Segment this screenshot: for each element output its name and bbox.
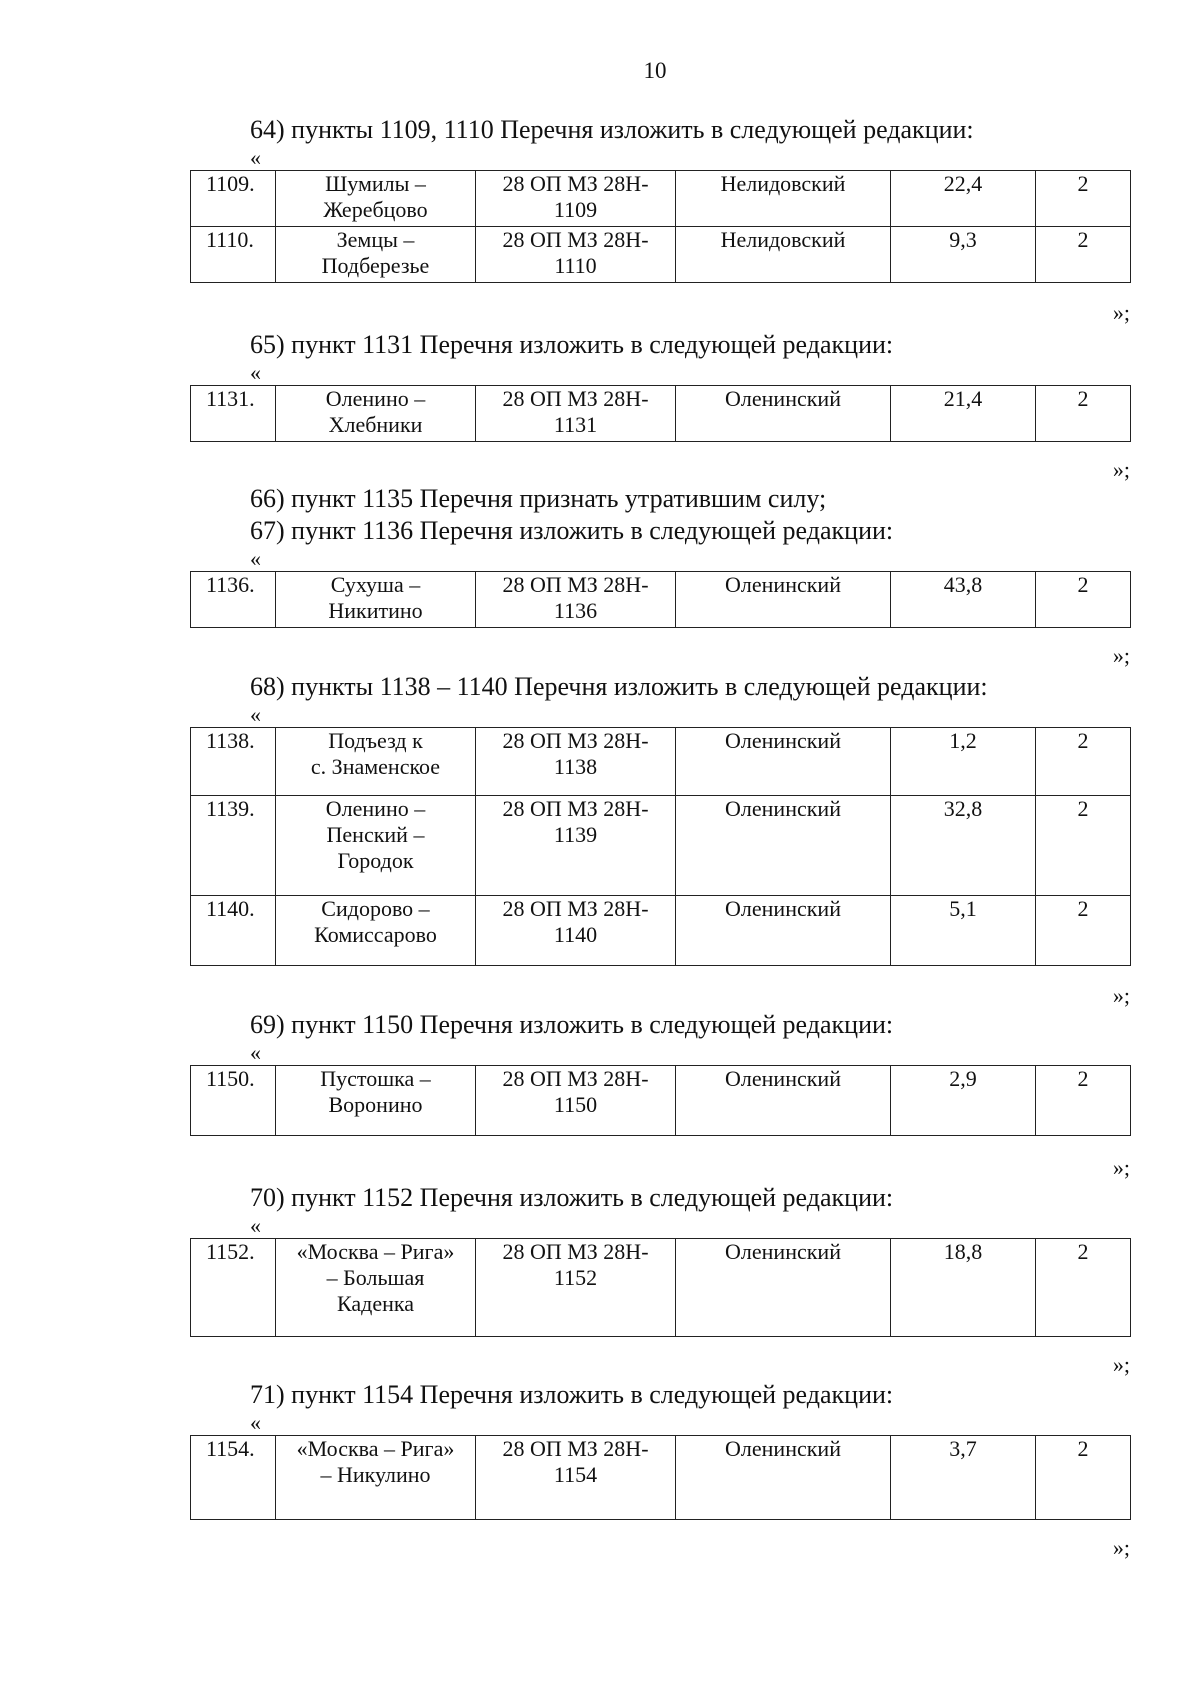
road-category: 2	[1036, 227, 1131, 283]
district: Оленинский	[676, 796, 891, 896]
road-length: 21,4	[891, 386, 1036, 442]
item-number: 1140.	[191, 896, 276, 966]
road-table	[190, 170, 1131, 283]
road-name: «Москва – Рига» – Большая Каденка	[276, 1239, 476, 1337]
road-code: 28 ОП МЗ 28Н- 1154	[476, 1436, 676, 1520]
close-quote: »;	[1112, 1352, 1130, 1377]
close-quote: »;	[1112, 1535, 1130, 1560]
table-row	[191, 796, 1131, 896]
road-length: 22,4	[891, 171, 1036, 227]
road-code: 28 ОП МЗ 28Н- 1109	[476, 171, 676, 227]
road-table	[190, 571, 1131, 628]
open-quote: «	[250, 360, 261, 385]
road-code: 28 ОП МЗ 28Н- 1140	[476, 896, 676, 966]
road-code: 28 ОП МЗ 28Н- 1110	[476, 227, 676, 283]
road-length: 1,2	[891, 728, 1036, 796]
road-name: «Москва – Рига» – Никулино	[276, 1436, 476, 1520]
item-number: 1138.	[191, 728, 276, 796]
item-number: 1110.	[191, 227, 276, 283]
road-code: 28 ОП МЗ 28Н- 1150	[476, 1066, 676, 1136]
road-category: 2	[1036, 1436, 1131, 1520]
open-quote: «	[250, 1213, 261, 1238]
section-70	[190, 1182, 1130, 1377]
road-category: 2	[1036, 728, 1131, 796]
road-name: Шумилы – Жеребцово	[276, 171, 476, 227]
section-71	[190, 1379, 1130, 1560]
close-quote: »;	[1112, 457, 1130, 482]
road-table	[190, 1435, 1131, 1520]
table-row	[191, 1436, 1131, 1520]
table-row	[191, 728, 1131, 796]
district: Оленинский	[676, 572, 891, 628]
section-heading: 66) пункт 1135 Перечня признать утратившим силу;	[250, 484, 827, 513]
page-number: 10	[643, 58, 667, 83]
district: Оленинский	[676, 1066, 891, 1136]
road-code: 28 ОП МЗ 28Н- 1139	[476, 796, 676, 896]
road-name: Сухуша – Никитино	[276, 572, 476, 628]
close-quote: »;	[1112, 983, 1130, 1008]
road-name: Подъезд к с. Знаменское	[276, 728, 476, 796]
section-heading: 68) пункты 1138 – 1140 Перечня изложить в следующей редакции:	[250, 672, 988, 701]
road-name: Сидорово – Комиссарово	[276, 896, 476, 966]
open-quote: «	[250, 546, 261, 571]
road-category: 2	[1036, 796, 1131, 896]
table-row	[191, 1066, 1131, 1136]
road-category: 2	[1036, 386, 1131, 442]
road-category: 2	[1036, 1239, 1131, 1337]
road-name: Оленино – Пенский – Городок	[276, 796, 476, 896]
open-quote: «	[250, 702, 261, 727]
section-69	[190, 1009, 1130, 1180]
item-number: 1109.	[191, 171, 276, 227]
item-number: 1150.	[191, 1066, 276, 1136]
district: Оленинский	[676, 1239, 891, 1337]
road-category: 2	[1036, 572, 1131, 628]
item-number: 1131.	[191, 386, 276, 442]
open-quote: «	[250, 145, 261, 170]
item-number: 1136.	[191, 572, 276, 628]
section-heading: 69) пункт 1150 Перечня изложить в следующей редакции:	[250, 1010, 894, 1039]
section-heading: 67) пункт 1136 Перечня изложить в следующей редакции:	[250, 516, 894, 545]
section-heading: 71) пункт 1154 Перечня изложить в следующей редакции:	[250, 1380, 894, 1409]
table-row	[191, 1239, 1131, 1337]
section-68	[190, 671, 1130, 1008]
road-table	[190, 1238, 1131, 1337]
item-number: 1152.	[191, 1239, 276, 1337]
road-table	[190, 1065, 1131, 1136]
road-length: 43,8	[891, 572, 1036, 628]
road-length: 5,1	[891, 896, 1036, 966]
item-number: 1154.	[191, 1436, 276, 1520]
district: Оленинский	[676, 1436, 891, 1520]
district: Оленинский	[676, 728, 891, 796]
road-table	[190, 385, 1131, 442]
item-number: 1139.	[191, 796, 276, 896]
table-row	[191, 227, 1131, 283]
road-length: 32,8	[891, 796, 1036, 896]
road-category: 2	[1036, 896, 1131, 966]
table-row	[191, 572, 1131, 628]
district: Оленинский	[676, 896, 891, 966]
table-row	[191, 896, 1131, 966]
road-code: 28 ОП МЗ 28Н- 1138	[476, 728, 676, 796]
open-quote: «	[250, 1040, 261, 1065]
district: Нелидовский	[676, 227, 891, 283]
district: Оленинский	[676, 386, 891, 442]
section-heading: 65) пункт 1131 Перечня изложить в следующей редакции:	[250, 330, 894, 359]
road-name: Оленино – Хлебники	[276, 386, 476, 442]
open-quote: «	[250, 1410, 261, 1435]
road-length: 2,9	[891, 1066, 1036, 1136]
section-64	[190, 114, 1130, 325]
section-66-67	[190, 483, 1130, 668]
road-table	[190, 727, 1131, 966]
road-name: Земцы – Подберезье	[276, 227, 476, 283]
road-length: 3,7	[891, 1436, 1036, 1520]
section-heading: 70) пункт 1152 Перечня изложить в следующей редакции:	[250, 1183, 894, 1212]
road-length: 18,8	[891, 1239, 1036, 1337]
road-length: 9,3	[891, 227, 1036, 283]
close-quote: »;	[1112, 1155, 1130, 1180]
road-category: 2	[1036, 1066, 1131, 1136]
section-65	[190, 329, 1130, 482]
table-row	[191, 386, 1131, 442]
section-heading: 64) пункты 1109, 1110 Перечня изложить в следующей редакции:	[250, 115, 974, 144]
table-row	[191, 171, 1131, 227]
road-code: 28 ОП МЗ 28Н- 1136	[476, 572, 676, 628]
road-code: 28 ОП МЗ 28Н- 1152	[476, 1239, 676, 1337]
road-code: 28 ОП МЗ 28Н- 1131	[476, 386, 676, 442]
district: Нелидовский	[676, 171, 891, 227]
road-category: 2	[1036, 171, 1131, 227]
road-name: Пустошка – Воронино	[276, 1066, 476, 1136]
close-quote: »;	[1112, 643, 1130, 668]
close-quote: »;	[1112, 300, 1130, 325]
